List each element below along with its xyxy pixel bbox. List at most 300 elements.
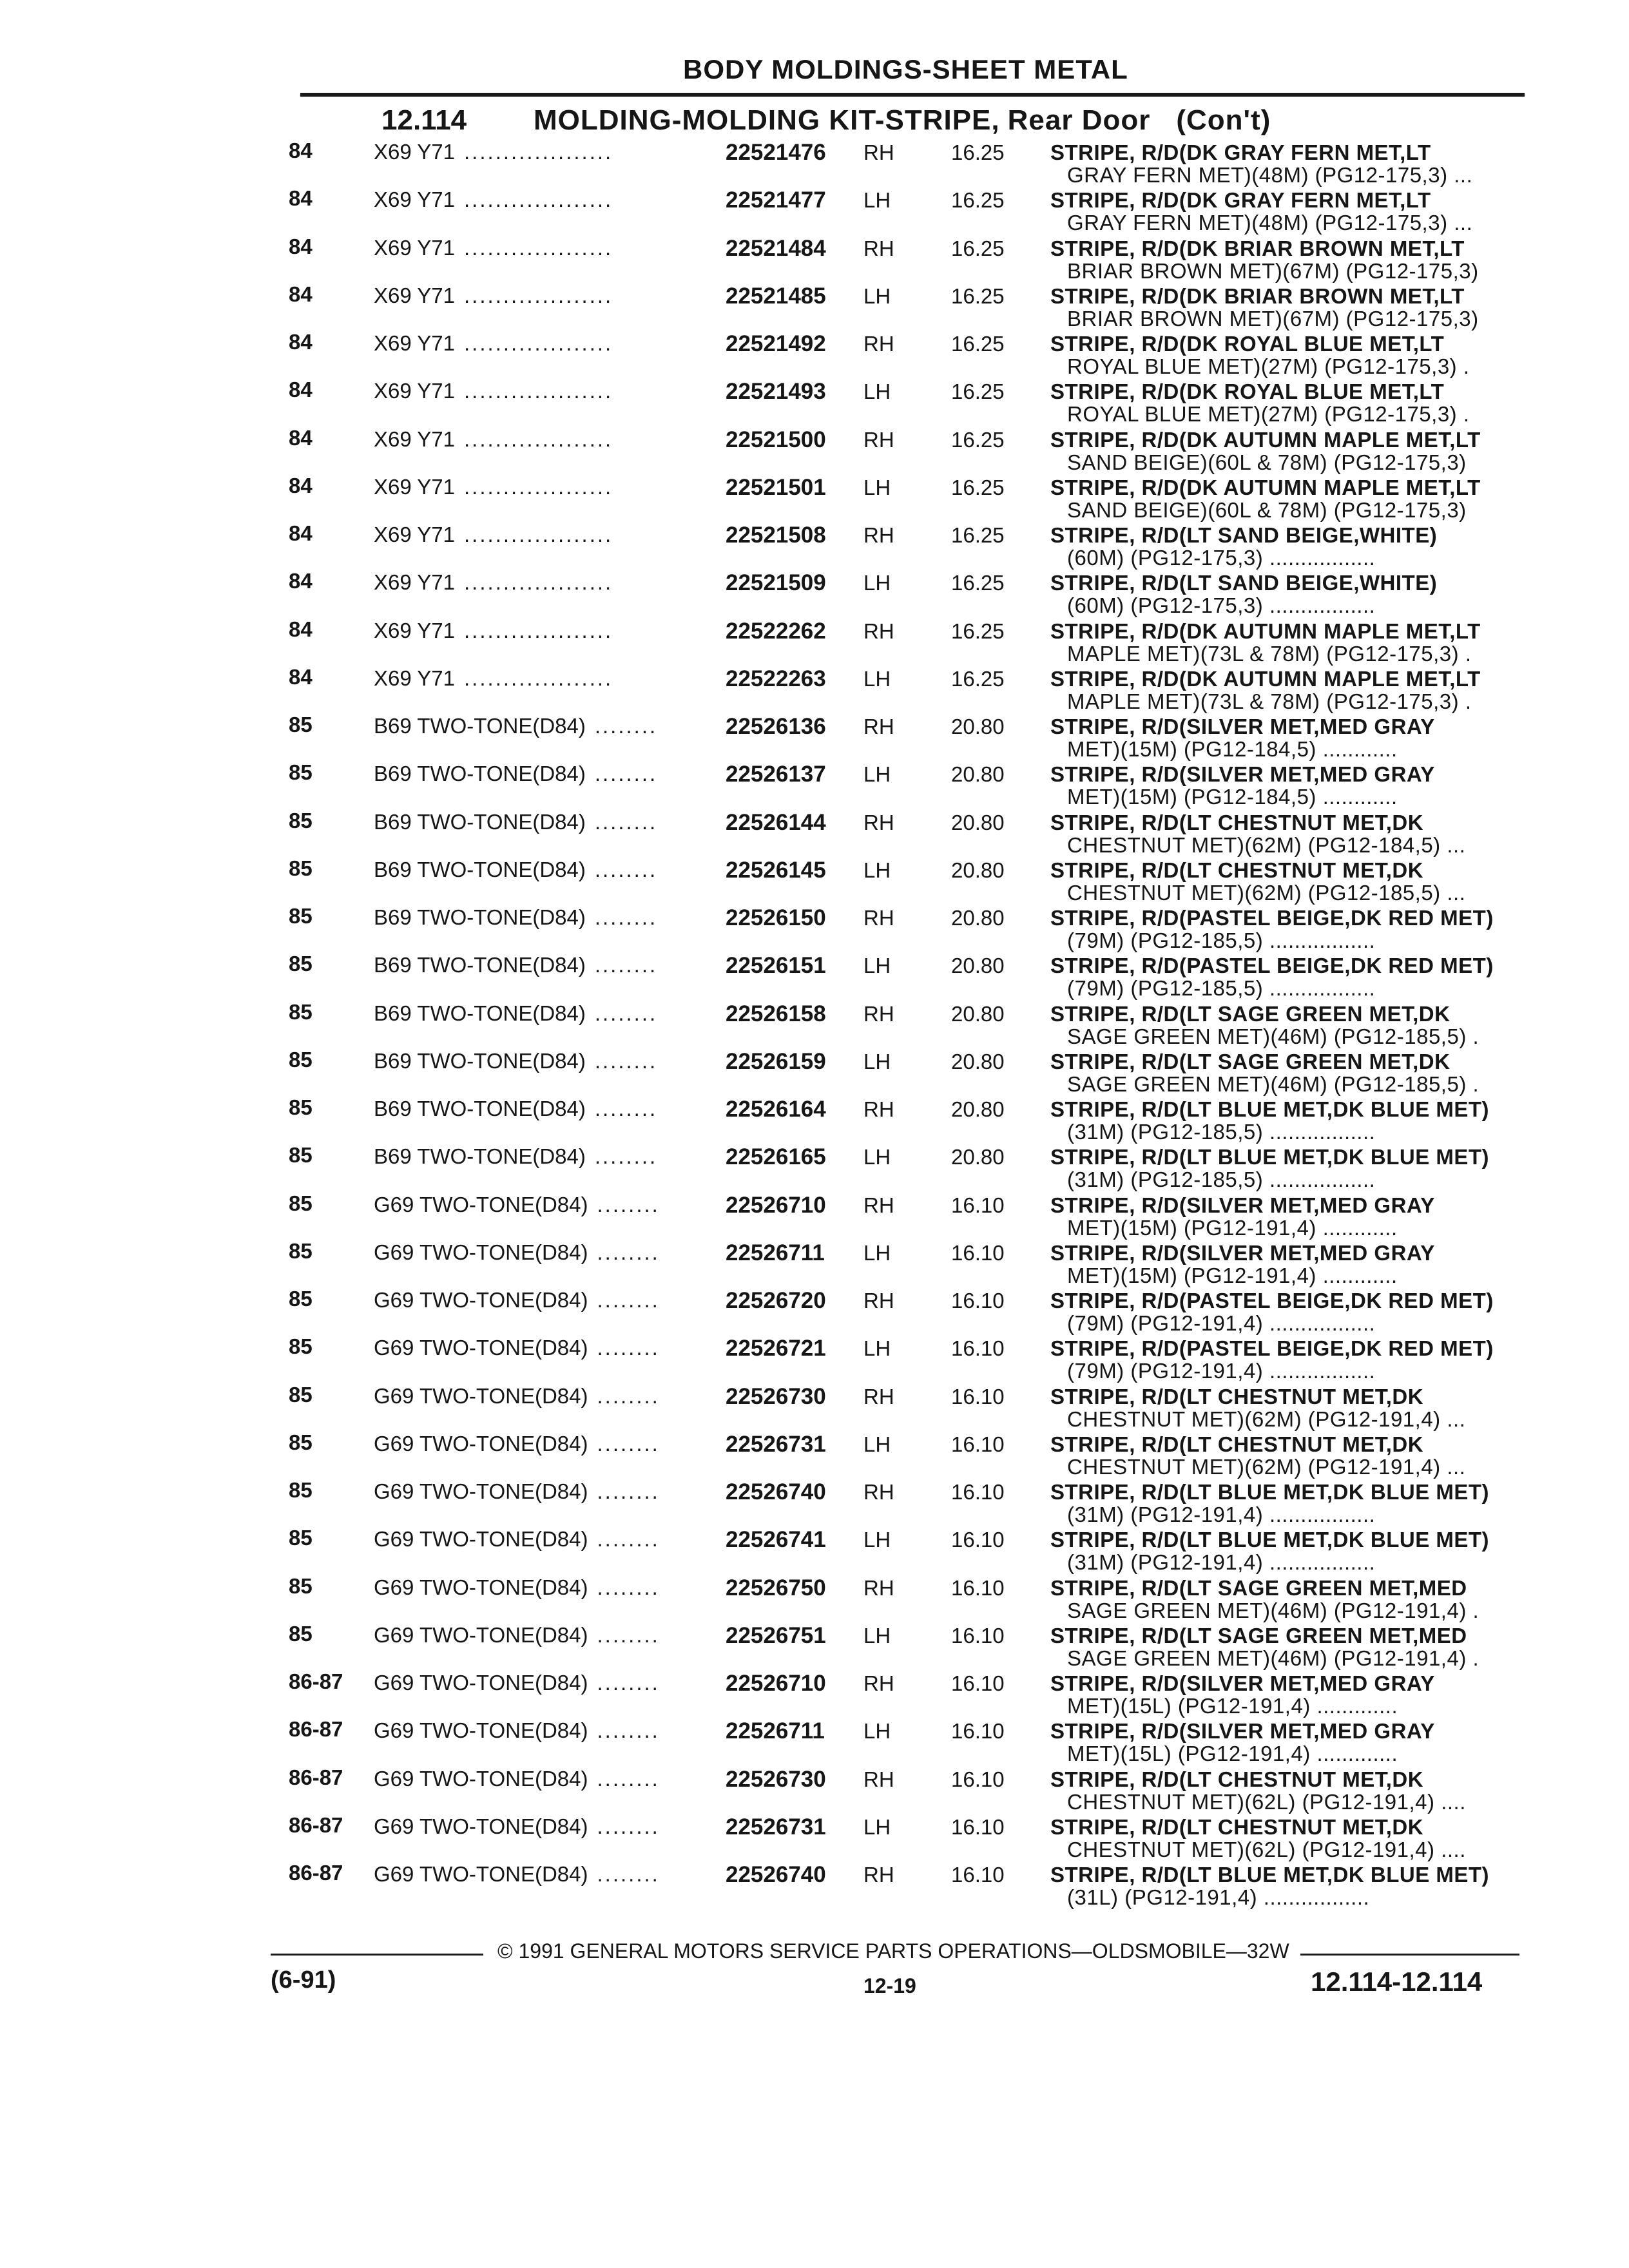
application-cell — [374, 666, 719, 691]
year-cell: 85 — [289, 1334, 313, 1359]
description-line-1: STRIPE, R/D(LT BLUE MET,DK BLUE MET) — [1050, 1528, 1490, 1552]
part-row — [0, 1622, 1629, 1669]
side-cell: RH — [863, 427, 894, 452]
description-line-2: MET)(15M) (PG12-191,4) ............ — [1067, 1263, 1398, 1287]
side-cell: RH — [863, 1767, 894, 1791]
dot-leader: ........ — [597, 1766, 660, 1791]
application-text: B69 TWO-TONE(D84) — [374, 762, 586, 786]
year-cell: 84 — [289, 378, 313, 402]
application-cell — [374, 1336, 719, 1360]
side-cell: LH — [863, 1240, 891, 1265]
dot-leader: ........ — [597, 1862, 660, 1886]
description-line-2: CHESTNUT MET)(62M) (PG12-191,4) ... — [1067, 1454, 1466, 1479]
side-cell: RH — [863, 810, 894, 834]
side-cell: LH — [863, 1336, 891, 1361]
application-text: B69 TWO-TONE(D84) — [374, 1144, 586, 1169]
description-line-1: STRIPE, R/D(DK AUTUMN MAPLE MET,LT — [1050, 427, 1481, 452]
side-cell: LH — [863, 188, 891, 213]
dot-leader: ........ — [594, 905, 658, 929]
year-cell: 84 — [289, 569, 313, 593]
description-line-2: (79M) (PG12-185,5) ................. — [1067, 976, 1376, 1001]
description-line-1: STRIPE, R/D(PASTEL BEIGE,DK RED MET) — [1050, 906, 1494, 930]
year-cell: 85 — [289, 1047, 313, 1072]
description-line-2: ROYAL BLUE MET)(27M) (PG12-175,3) . — [1067, 402, 1470, 427]
dot-leader: ........ — [594, 1048, 658, 1073]
description-line-1: STRIPE, R/D(LT CHESTNUT MET,DK — [1050, 1814, 1424, 1839]
description-line-1: STRIPE, R/D(DK AUTUMN MAPLE MET,LT — [1050, 475, 1481, 499]
part-number-cell: 22526150 — [726, 905, 826, 930]
application-cell — [374, 1814, 719, 1839]
application-text: X69 Y71 — [374, 235, 456, 260]
side-cell: RH — [863, 1384, 894, 1408]
part-number-cell: 22526731 — [726, 1814, 826, 1840]
year-cell: 86-87 — [289, 1717, 343, 1742]
year-cell: 85 — [289, 808, 313, 832]
application-text: B69 TWO-TONE(D84) — [374, 714, 586, 738]
description-line-2: CHESTNUT MET)(62L) (PG12-191,4) .... — [1067, 1837, 1466, 1861]
part-number-cell: 22526741 — [726, 1527, 826, 1553]
dot-leader: ........ — [597, 1240, 660, 1264]
year-cell: 84 — [289, 425, 313, 450]
header-rule — [300, 93, 1525, 97]
part-number-cell: 22526164 — [726, 1097, 826, 1122]
application-cell — [374, 475, 719, 499]
application-cell — [374, 1575, 719, 1600]
description-line-2: BRIAR BROWN MET)(67M) (PG12-175,3) — [1067, 306, 1479, 331]
year-cell: 86-87 — [289, 1669, 343, 1693]
dot-leader: ................... — [464, 570, 613, 595]
part-row — [0, 235, 1629, 282]
description-line-1: STRIPE, R/D(LT BLUE MET,DK BLUE MET) — [1050, 1480, 1490, 1504]
description-line-1: STRIPE, R/D(DK AUTUMN MAPLE MET,LT — [1050, 666, 1481, 691]
application-text: X69 Y71 — [374, 187, 456, 212]
application-text: X69 Y71 — [374, 427, 456, 451]
part-number-cell: 22521477 — [726, 187, 826, 213]
price-cell: 16.10 — [951, 1480, 1005, 1504]
description-line-1: STRIPE, R/D(SILVER MET,MED GRAY — [1050, 1240, 1435, 1265]
part-row — [0, 186, 1629, 234]
application-text: B69 TWO-TONE(D84) — [374, 953, 586, 977]
part-row — [0, 760, 1629, 808]
application-cell — [374, 1432, 719, 1456]
dot-leader: ........ — [597, 1192, 660, 1216]
price-cell: 16.10 — [951, 1575, 1005, 1600]
application-cell — [374, 1623, 719, 1648]
application-cell — [374, 331, 719, 356]
year-cell: 85 — [289, 1287, 313, 1311]
section-title — [534, 104, 1271, 137]
description-line-1: STRIPE, R/D(DK BRIAR BROWN MET,LT — [1050, 236, 1465, 260]
side-cell: LH — [863, 1145, 891, 1169]
application-cell — [374, 1240, 719, 1265]
application-cell — [374, 1193, 719, 1217]
part-row — [0, 904, 1629, 952]
part-number-cell: 22526165 — [726, 1144, 826, 1170]
dot-leader: ........ — [594, 762, 658, 786]
dot-leader: ........ — [597, 1479, 660, 1503]
year-cell: 85 — [289, 952, 313, 976]
description-line-2: MET)(15M) (PG12-191,4) ............ — [1067, 1215, 1398, 1240]
price-cell: 16.10 — [951, 1767, 1005, 1791]
part-row — [0, 1669, 1629, 1717]
application-cell — [374, 284, 719, 308]
price-cell: 20.80 — [951, 762, 1005, 787]
dot-leader: ................... — [464, 187, 613, 212]
application-text: G69 TWO-TONE(D84) — [374, 1336, 588, 1360]
application-cell — [374, 1097, 719, 1121]
description-line-1: STRIPE, R/D(PASTEL BEIGE,DK RED MET) — [1050, 1336, 1494, 1361]
application-cell — [374, 1479, 719, 1504]
part-number-cell: 22526144 — [726, 809, 826, 835]
side-cell: RH — [863, 236, 894, 260]
price-cell: 16.10 — [951, 1719, 1005, 1744]
price-cell: 20.80 — [951, 954, 1005, 978]
dot-leader: ........ — [594, 857, 658, 881]
part-number-cell: 22526750 — [726, 1575, 826, 1600]
part-number-cell: 22526720 — [726, 1288, 826, 1313]
dot-leader: ........ — [594, 1001, 658, 1025]
dot-leader: ................... — [464, 283, 613, 307]
dot-leader: ........ — [597, 1527, 660, 1552]
side-cell: LH — [863, 1719, 891, 1744]
description-line-2: SAND BEIGE)(60L & 78M) (PG12-175,3) — [1067, 497, 1467, 522]
application-text: G69 TWO-TONE(D84) — [374, 1862, 588, 1886]
price-cell: 16.25 — [951, 427, 1005, 452]
price-cell: 20.80 — [951, 715, 1005, 738]
description-line-1: STRIPE, R/D(LT BLUE MET,DK BLUE MET) — [1050, 1145, 1490, 1169]
dot-leader: ........ — [594, 809, 658, 834]
side-cell: RH — [863, 1480, 894, 1504]
price-cell: 16.10 — [951, 1432, 1005, 1456]
side-cell: LH — [863, 571, 891, 595]
year-cell: 85 — [289, 1238, 313, 1263]
dot-leader: ................... — [464, 140, 613, 164]
part-number-cell: 22526159 — [726, 1048, 826, 1074]
part-number-cell: 22521484 — [726, 235, 826, 261]
description-line-2: (79M) (PG12-185,5) ................. — [1067, 928, 1376, 952]
part-row — [0, 617, 1629, 665]
description-line-2: GRAY FERN MET)(48M) (PG12-175,3) ... — [1067, 211, 1473, 235]
description-line-1: STRIPE, R/D(SILVER MET,MED GRAY — [1050, 715, 1435, 738]
application-cell — [374, 236, 719, 260]
description-line-2: MAPLE MET)(73L & 78M) (PG12-175,3) . — [1067, 641, 1472, 666]
year-cell: 86-87 — [289, 1765, 343, 1789]
part-row — [0, 713, 1629, 760]
year-cell: 86-87 — [289, 1812, 343, 1837]
part-row — [0, 1478, 1629, 1526]
application-text: X69 Y71 — [374, 618, 456, 642]
application-cell — [374, 570, 719, 595]
side-cell: RH — [863, 1001, 894, 1026]
dot-leader: ........ — [597, 1814, 660, 1838]
application-text: G69 TWO-TONE(D84) — [374, 1240, 588, 1264]
application-text: G69 TWO-TONE(D84) — [374, 1527, 588, 1552]
description-line-2: MET)(15L) (PG12-191,4) ............. — [1067, 1742, 1398, 1766]
year-cell: 84 — [289, 139, 313, 162]
description-line-2: (60M) (PG12-175,3) ................. — [1067, 593, 1376, 618]
part-row — [0, 521, 1629, 569]
part-row — [0, 1765, 1629, 1813]
side-cell: RH — [863, 619, 894, 643]
part-row — [0, 1239, 1629, 1287]
price-cell: 20.80 — [951, 1049, 1005, 1073]
side-cell: LH — [863, 1049, 891, 1073]
year-cell: 85 — [289, 1382, 313, 1407]
side-cell: LH — [863, 858, 891, 882]
description-line-1: STRIPE, R/D(LT SAGE GREEN MET,MED — [1050, 1575, 1467, 1600]
application-text: B69 TWO-TONE(D84) — [374, 1001, 586, 1025]
description-line-2: GRAY FERN MET)(48M) (PG12-175,3) ... — [1067, 163, 1473, 187]
description-line-1: STRIPE, R/D(DK GRAY FERN MET,LT — [1050, 140, 1431, 164]
part-number-cell: 22526711 — [726, 1240, 825, 1265]
description-line-2: SAGE GREEN MET)(46M) (PG12-191,4) . — [1067, 1598, 1480, 1622]
part-number-cell: 22521492 — [726, 331, 826, 356]
dot-leader: ........ — [597, 1383, 660, 1408]
application-text: B69 TWO-TONE(D84) — [374, 857, 586, 881]
year-cell: 85 — [289, 904, 313, 928]
description-line-2: (31M) (PG12-191,4) ................. — [1067, 1503, 1376, 1526]
year-cell: 84 — [289, 234, 313, 258]
year-cell: 85 — [289, 1478, 313, 1502]
description-line-2: SAGE GREEN MET)(46M) (PG12-185,5) . — [1067, 1072, 1480, 1096]
part-number-cell: 22526158 — [726, 1001, 826, 1026]
part-row — [0, 1574, 1629, 1622]
part-row — [0, 1383, 1629, 1430]
side-cell: RH — [863, 715, 894, 738]
part-row — [0, 378, 1629, 425]
part-number-cell: 22526151 — [726, 953, 826, 979]
description-line-1: STRIPE, R/D(LT BLUE MET,DK BLUE MET) — [1050, 1863, 1490, 1887]
dot-leader: ................... — [464, 666, 613, 690]
description-line-1: STRIPE, R/D(LT CHESTNUT MET,DK — [1050, 858, 1424, 882]
part-number-cell: 22521501 — [726, 474, 826, 500]
description-line-1: STRIPE, R/D(LT SAND BEIGE,WHITE) — [1050, 523, 1438, 547]
part-number-cell: 22521485 — [726, 283, 826, 309]
side-cell: RH — [863, 1193, 894, 1217]
description-line-1: STRIPE, R/D(LT SAND BEIGE,WHITE) — [1050, 571, 1438, 595]
dot-leader: ........ — [594, 1144, 658, 1169]
part-number-cell: 22521509 — [726, 570, 826, 596]
description-line-2: MAPLE MET)(73L & 78M) (PG12-175,3) . — [1067, 689, 1472, 713]
dot-leader: ........ — [597, 1622, 660, 1647]
price-cell: 16.10 — [951, 1671, 1005, 1695]
application-text: X69 Y71 — [374, 379, 456, 403]
part-row — [0, 1334, 1629, 1382]
year-cell: 85 — [289, 1095, 313, 1119]
description-line-2: CHESTNUT MET)(62M) (PG12-191,4) ... — [1067, 1407, 1466, 1431]
part-row — [0, 1095, 1629, 1143]
price-cell: 16.25 — [951, 188, 1005, 213]
section-title-suffix: Rear Door — [1007, 104, 1151, 136]
description-line-1: STRIPE, R/D(DK AUTUMN MAPLE MET,LT — [1050, 619, 1481, 643]
price-cell: 16.25 — [951, 284, 1005, 308]
description-line-1: STRIPE, R/D(SILVER MET,MED GRAY — [1050, 1193, 1435, 1217]
dot-leader: ........ — [594, 953, 658, 977]
side-cell: LH — [863, 762, 891, 787]
price-cell: 20.80 — [951, 1097, 1005, 1121]
year-cell: 84 — [289, 473, 313, 497]
side-cell: RH — [863, 1575, 894, 1600]
price-cell: 16.10 — [951, 1193, 1005, 1217]
price-cell: 16.25 — [951, 140, 1005, 164]
part-row — [0, 1191, 1629, 1239]
side-cell: RH — [863, 906, 894, 930]
footer-rule-right — [1300, 1954, 1519, 1956]
description-line-2: (60M) (PG12-175,3) ................. — [1067, 546, 1376, 570]
application-cell — [374, 858, 719, 882]
dot-leader: ........ — [597, 1336, 660, 1360]
description-line-2: CHESTNUT MET)(62M) (PG12-185,5) ... — [1067, 880, 1466, 905]
price-cell: 16.25 — [951, 332, 1005, 356]
year-cell: 85 — [289, 1191, 313, 1215]
description-line-1: STRIPE, R/D(LT SAGE GREEN MET,MED — [1050, 1623, 1467, 1648]
application-text: B69 TWO-TONE(D84) — [374, 1097, 586, 1120]
description-line-1: STRIPE, R/D(SILVER MET,MED GRAY — [1050, 1671, 1435, 1695]
side-cell: RH — [863, 140, 894, 164]
price-cell: 16.10 — [951, 1623, 1005, 1648]
part-row — [0, 1000, 1629, 1048]
application-text: G69 TWO-TONE(D84) — [374, 1671, 588, 1695]
application-text: G69 TWO-TONE(D84) — [374, 1766, 588, 1791]
part-row — [0, 1813, 1629, 1861]
dot-leader: ................... — [464, 523, 613, 546]
description-line-2: (31M) (PG12-185,5) ................. — [1067, 1120, 1376, 1144]
description-line-1: STRIPE, R/D(DK BRIAR BROWN MET,LT — [1050, 284, 1465, 308]
application-text: G69 TWO-TONE(D84) — [374, 1383, 588, 1408]
side-cell: RH — [863, 523, 894, 547]
description-line-2: MET)(15L) (PG12-191,4) ............. — [1067, 1694, 1398, 1718]
part-row — [0, 1143, 1629, 1191]
part-number-cell: 22526751 — [726, 1622, 826, 1648]
dot-leader: ........ — [597, 1431, 660, 1456]
side-cell: RH — [863, 1671, 894, 1695]
dot-leader: ........ — [594, 714, 658, 738]
side-cell: LH — [863, 1432, 891, 1456]
year-cell: 84 — [289, 521, 313, 545]
application-cell — [374, 953, 719, 977]
price-cell: 16.10 — [951, 1289, 1005, 1312]
application-text: G69 TWO-TONE(D84) — [374, 1575, 588, 1599]
part-row — [0, 569, 1629, 617]
side-cell: LH — [863, 380, 891, 404]
year-cell: 84 — [289, 617, 313, 641]
part-row — [0, 1048, 1629, 1095]
application-cell — [374, 1288, 719, 1312]
part-number-cell: 22526710 — [726, 1192, 826, 1218]
section-number: 12.114 — [381, 104, 467, 136]
side-cell: LH — [863, 475, 891, 499]
price-cell: 16.10 — [951, 1336, 1005, 1361]
application-cell — [374, 619, 719, 643]
year-cell: 85 — [289, 1526, 313, 1550]
application-cell — [374, 1671, 719, 1695]
description-line-2: (79M) (PG12-191,4) ................. — [1067, 1311, 1376, 1335]
application-cell — [374, 379, 719, 403]
side-cell: RH — [863, 1097, 894, 1121]
description-line-1: STRIPE, R/D(LT CHESTNUT MET,DK — [1050, 1432, 1424, 1456]
application-text: B69 TWO-TONE(D84) — [374, 1048, 586, 1073]
part-number-cell: 22526145 — [726, 857, 826, 883]
price-cell: 20.80 — [951, 1001, 1005, 1026]
part-row — [0, 1287, 1629, 1334]
application-text: G69 TWO-TONE(D84) — [374, 1431, 588, 1456]
price-cell: 16.25 — [951, 236, 1005, 260]
side-cell: RH — [863, 1863, 894, 1887]
description-line-1: STRIPE, R/D(DK GRAY FERN MET,LT — [1050, 188, 1431, 213]
application-cell — [374, 187, 719, 212]
part-row — [0, 952, 1629, 999]
description-line-1: STRIPE, R/D(LT CHESTNUT MET,DK — [1050, 810, 1424, 834]
year-cell: 84 — [289, 330, 313, 354]
page-header-title: BODY MOLDINGS-SHEET METAL — [683, 54, 1128, 84]
application-text: G69 TWO-TONE(D84) — [374, 1622, 588, 1647]
application-cell — [374, 762, 719, 786]
application-cell — [374, 1767, 719, 1791]
part-row — [0, 809, 1629, 856]
part-number-cell: 22526740 — [726, 1862, 826, 1887]
year-cell: 84 — [289, 664, 313, 689]
price-cell: 16.25 — [951, 619, 1005, 643]
dot-leader: ........ — [597, 1718, 660, 1743]
description-line-2: CHESTNUT MET)(62M) (PG12-184,5) ... — [1067, 832, 1466, 857]
price-cell: 20.80 — [951, 1145, 1005, 1169]
part-row — [0, 474, 1629, 521]
part-number-cell: 22526721 — [726, 1336, 826, 1361]
application-cell — [374, 714, 719, 738]
side-cell: LH — [863, 1528, 891, 1552]
dot-leader: ................... — [464, 235, 613, 260]
description-line-2: BRIAR BROWN MET)(67M) (PG12-175,3) — [1067, 258, 1479, 283]
part-number-cell: 22522262 — [726, 618, 826, 644]
part-number-cell: 22526136 — [726, 714, 826, 739]
application-text: B69 TWO-TONE(D84) — [374, 809, 586, 834]
description-line-2: SAND BEIGE)(60L & 78M) (PG12-175,3) — [1067, 450, 1467, 474]
dot-leader: ........ — [597, 1671, 660, 1695]
description-line-2: SAGE GREEN MET)(46M) (PG12-191,4) . — [1067, 1646, 1480, 1670]
side-cell: LH — [863, 1814, 891, 1839]
price-cell: 16.10 — [951, 1240, 1005, 1265]
price-cell: 16.10 — [951, 1863, 1005, 1887]
price-cell: 16.10 — [951, 1528, 1005, 1552]
part-row — [0, 856, 1629, 904]
price-cell: 16.10 — [951, 1814, 1005, 1839]
application-text: G69 TWO-TONE(D84) — [374, 1814, 588, 1838]
year-cell: 85 — [289, 760, 313, 785]
year-cell: 85 — [289, 1573, 313, 1598]
application-text: X69 Y71 — [374, 283, 456, 307]
year-cell: 85 — [289, 999, 313, 1024]
application-cell — [374, 1527, 719, 1552]
application-cell — [374, 1049, 719, 1073]
part-number-cell: 22526137 — [726, 762, 826, 787]
dot-leader: ................... — [464, 331, 613, 355]
application-cell — [374, 810, 719, 834]
application-cell — [374, 1384, 719, 1408]
footer-date: (6-91) — [271, 1966, 336, 1994]
description-line-2: CHESTNUT MET)(62L) (PG12-191,4) .... — [1067, 1789, 1466, 1814]
application-text: X69 Y71 — [374, 140, 456, 164]
part-number-cell: 22521476 — [726, 140, 826, 165]
description-line-2: (79M) (PG12-191,4) ................. — [1067, 1359, 1376, 1383]
description-line-1: STRIPE, R/D(LT BLUE MET,DK BLUE MET) — [1050, 1097, 1490, 1121]
application-text: X69 Y71 — [374, 523, 456, 546]
parts-list — [0, 139, 1629, 1908]
description-line-1: STRIPE, R/D(PASTEL BEIGE,DK RED MET) — [1050, 1289, 1494, 1312]
application-text: X69 Y71 — [374, 331, 456, 355]
price-cell: 16.25 — [951, 666, 1005, 691]
description-line-2: (31L) (PG12-191,4) ................. — [1067, 1885, 1370, 1909]
application-cell — [374, 1144, 719, 1169]
